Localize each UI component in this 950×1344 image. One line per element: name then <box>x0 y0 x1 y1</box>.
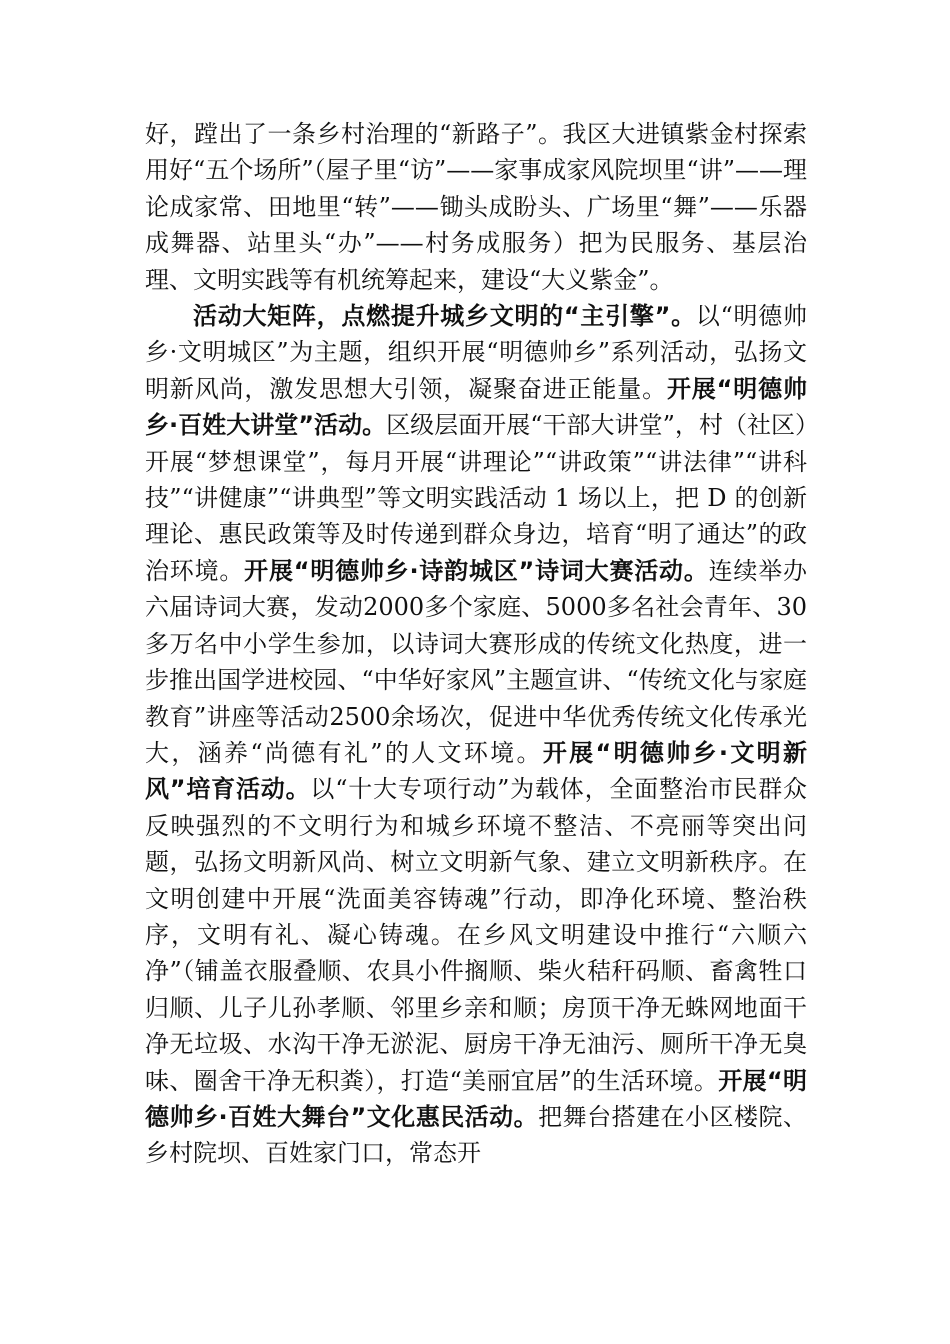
paragraph-continued: 好，蹚出了一条乡村治理的“新路子”。我区大进镇紫金村探索用好“五个场所”（屋子里“访”——家事成家风院坝里“讲”——理论成家常、田地里“转”——锄头成盼头、广场里“舞”——乐器成舞器、站里头“办”——村务成服务）把为民服务、基层治理、文明实践等有机统筹起来，建设“大义紫金”。 <box>145 120 807 294</box>
subheading-people-stage: 开展“明德帅乡·百姓大舞台”文化惠民活动。 <box>145 1066 807 1131</box>
body-text: 把舞台搭建在小区楼院、乡村院坝、百姓家门口，常态开 <box>145 1102 808 1168</box>
subheading-lecture-hall: 开展“明德帅乡·百姓大讲堂”活动。 <box>145 374 807 440</box>
paragraph-activity-matrix <box>145 298 807 1172</box>
subheading-civilized-customs: 开展“明德帅乡·文明新风”培育活动。 <box>145 738 807 804</box>
body-text: 以“十大专项行动”为载体，全面整治市民群众反映强烈的不文明行为和城乡环境不整洁、不亮丽等突出问题，弘扬文明新风尚、树立文明新气象、建立文明新秩序。在文明创建中开展“洗面美容铸魂”行动，即净化环境、整治秩序，文明有礼、凝心铸魂。在乡风文明建设中推行“六顺六净”（铺盖衣服叠顺、农具小件搁顺、柴火秸秆码顺、畜禽牲口归顺、儿子儿孙孝顺、邻里乡亲和顺；房顶干净无蛛网地面干净无垃圾、水沟干净无淤泥、厨房干净无油污、厕所干净无臭味、圈舍干净无积粪），打造“美丽宜居”的生活环境。 <box>145 775 807 1095</box>
body-text: 区级层面开展“干部大讲堂”，村（社区）开展“梦想课堂”，每月开展“讲理论”“讲政策”“讲法律”“讲科技”“讲健康”“讲典型”等文明实践活动 1 场以上，把 D 的创新理论、惠民政策等及时传递到群众身边，培育“明了通达”的政治环境。 <box>145 411 807 585</box>
subheading-poetry-contest: 开展“明德帅乡·诗韵城区”诗词大赛活动。 <box>244 556 709 585</box>
document-page <box>145 116 807 1172</box>
body-text: 以“明德帅乡·文明城区”为主题，组织开展“明德帅乡”系列活动，弘扬文明新风尚，激发思想大引领，凝聚奋进正能量。 <box>145 302 807 403</box>
section-heading: 活动大矩阵，点燃提升城乡文明的“主引擎”。 <box>193 302 696 331</box>
body-text: 连续举办六届诗词大赛，发动2000多个家庭、5000多名社会青年、30多万名中小学生参加，以诗词大赛形成的传统文化热度，进一步推出国学进校园、“中华好家风”主题宣讲、“传统文化与家庭教育”讲座等活动2500余场次，促进中华优秀传统文化传承光大，涵养“尚德有礼”的人文环境。 <box>145 556 808 767</box>
